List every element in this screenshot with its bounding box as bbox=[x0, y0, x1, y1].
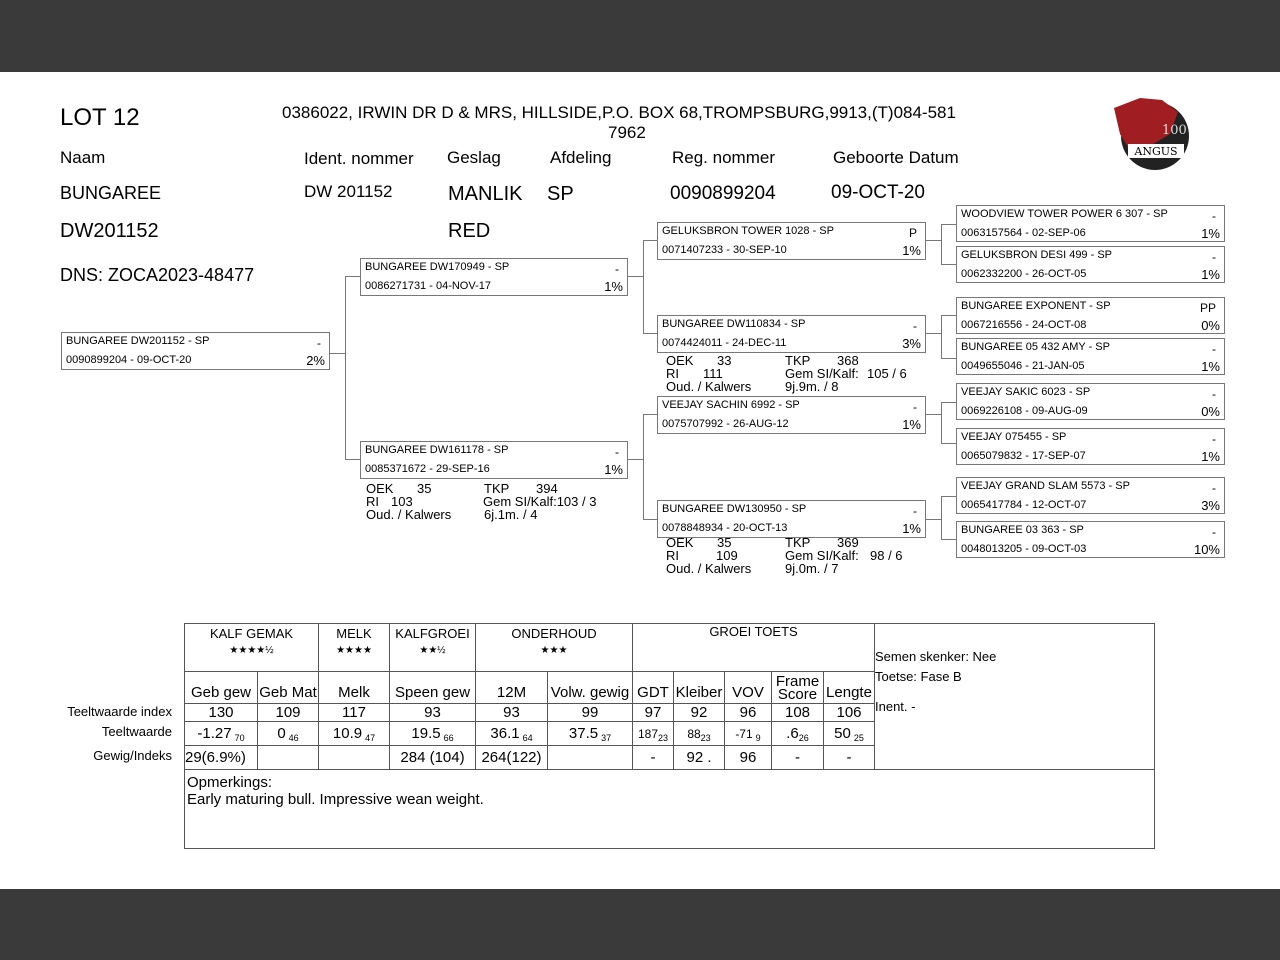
animal-code: DW201152 bbox=[60, 220, 159, 242]
remarks-text: Early maturing bull. Impressive wean weight. bbox=[187, 791, 484, 808]
weight-cell: 284 (104) bbox=[390, 746, 476, 770]
pedigree-sdd: BUNGAREE 05 432 AMY - SP 0049655046 - 21-JAN-05 - 1% bbox=[956, 338, 1225, 375]
connector bbox=[643, 519, 657, 520]
connector bbox=[345, 276, 346, 459]
header-afdeling: Afdeling bbox=[550, 148, 612, 167]
connector bbox=[643, 414, 657, 415]
animal-sex: MANLIK bbox=[448, 183, 523, 205]
weight-cell: - bbox=[633, 746, 674, 770]
lot-number: LOT 12 bbox=[60, 104, 140, 131]
angus-logo bbox=[1110, 94, 1196, 172]
animal-section: SP bbox=[547, 183, 574, 205]
breeding-values-table bbox=[184, 623, 1155, 849]
index-cell: 106 bbox=[824, 704, 875, 722]
weight-cell bbox=[319, 746, 390, 770]
tests: Toetse: Fase B bbox=[875, 669, 962, 684]
col-vov: VOV bbox=[725, 672, 772, 704]
connector bbox=[941, 264, 956, 265]
connector bbox=[941, 315, 942, 358]
group-groei-toets: GROEI TOETS bbox=[633, 624, 875, 672]
index-cell: 109 bbox=[258, 704, 319, 722]
group-kalfgroei: KALFGROEI ★★½ bbox=[390, 624, 476, 672]
index-cell: 117 bbox=[319, 704, 390, 722]
owner-info-line2: 7962 bbox=[608, 123, 646, 142]
col-speen-gew: Speen gew bbox=[390, 672, 476, 704]
bottom-bar bbox=[0, 889, 1280, 960]
index-cell: 97 bbox=[633, 704, 674, 722]
weight-cell: - bbox=[772, 746, 824, 770]
connector bbox=[941, 539, 956, 540]
catalog-page: LOT 12 0386022, IRWIN DR D & MRS, HILLSIDE,P.O. BOX 68,TROMPSBURG,9913,(T)084-581 7962 100 ANGUS Naam Ident. nommer Geslag Afdeling Reg. nommer Geboorte Datum BUNGAREE DW 201152 MANLIK SP 0090899204 09-OCT-20 DW201152 RED DNS: ZOCA2023-48477 BUNGAREE DW201152 - SP 0090899204 - 09-OCT-20 - 2% BUNGAREE DW170949 - SP 0086271731 - 04-NOV-17 - 1% BUNGAREE DW161178 - SP 0085371672 - 29-SEP-16 - 1% GELUKSBRON TOWER 1028 - SP 0071407233 - 30-SEP-10 P 1% BUNGAREE DW110834 - SP 0074424011 - 24-DEC-11 - 3% VEEJAY SACHIN 6992 - SP 0075707992 - 26-AUG-12 - 1% BUNGAREE DW130950 - SP 0078848934 - 20-OCT-13 - 1% WOODVIEW TOWER POWER 6 307 - SP 0063157564 - 02-SEP-06 - 1% GELUKSBRON DESI 499 - SP 0062332200 - 26-OCT-05 - 1% BUNGAREE EXPONENT - SP 0067216556 - 24-OCT-08 PP 0% BUNGAREE 05 432 AMY - SP 0049655046 - 21-JAN-05 - 1% VEEJAY SAKIC 6023 - SP 0069226108 - 09-AUG-09 - 0% VEEJAY 075455 - SP 0065079832 - 17-SEP-07 - 1% VEEJAY GRAND SLAM 5573 - SP 0065417784 - 12-OCT-07 - 3% BUNGAREE 03 363 - SP 0048013205 - 09-OCT-03 - 10% OEK 35 TKP 394 RI 103 Gem SI/Kalf:103 / 3 Oud. / Kalwers 6j.1m. / 4 OEK 33 TKP 368 RI 111 Gem SI/Kalf: 105 / 6 Oud. / Kalwers 9j.9m. / 8 OEK 35 TKP 369 RI 109 Gem SI/Kalf: 98 / 6 Oud. / Kalwers 9j.0m. / 7 Teeltwaarde index Teeltwaarde Gewig/Indeks KALF GEMAK ★★★★½ MELK ★★★★ KALFGROEI ★★½ ONDERHOUD ★★★ GROEI TOETS Semen skenker: Nee Toetse: Fase B Inent. - Geb gew Geb Mat Melk Speen gew 12M Volw. gewig GDT Kleiber VOV Frame Score Lengte 130 109 117 93 93 99 97 92 96 108 106 -1.27 $_{70}$ 0 $_{46}$ 10.9 $_{47}$ 19.5 $_{66}$ 36.1 $_{64}$ 37.5 $_{37}$ $187_{23}$ $88_{23}$ -71 $_9$ $.6_{26}$ 50 $_{25}$ 29(6.9%) 284 (104) 264(122) - 92 . 96 - - Opmerkings: Early maturing bull. Impressive wean weight. bbox=[0, 72, 1280, 889]
header-geboorte: Geboorte Datum bbox=[833, 148, 959, 167]
col-geb-gew: Geb gew bbox=[185, 672, 258, 704]
animal-color: RED bbox=[448, 220, 491, 242]
connector bbox=[925, 414, 941, 415]
index-cell: 108 bbox=[772, 704, 824, 722]
weight-cell: 264(122) bbox=[476, 746, 548, 770]
weight-cell: 29(6.9%) bbox=[185, 746, 258, 770]
index-cell: 93 bbox=[476, 704, 548, 722]
col-12m: 12M bbox=[476, 672, 548, 704]
animal-name: BUNGAREE bbox=[60, 183, 162, 203]
connector bbox=[345, 276, 360, 277]
pedigree-dds: VEEJAY GRAND SLAM 5573 - SP 0065417784 - 12-OCT-07 - 3% bbox=[956, 477, 1225, 514]
remarks-row bbox=[185, 770, 1155, 849]
weight-cell bbox=[258, 746, 319, 770]
semen-donor: Semen skenker: Nee bbox=[875, 649, 997, 664]
header-geslag: Geslag bbox=[447, 148, 501, 167]
top-bar bbox=[0, 0, 1280, 72]
vaccination: Inent. - bbox=[875, 699, 916, 714]
remarks-label: Opmerkings: bbox=[187, 774, 273, 791]
pedigree-sss: WOODVIEW TOWER POWER 6 307 - SP 0063157564 - 02-SEP-06 - 1% bbox=[956, 205, 1225, 242]
connector bbox=[925, 333, 941, 334]
ebv-cell: 36.1 $_{64}$ bbox=[476, 722, 548, 746]
pedigree-ddd: BUNGAREE 03 363 - SP 0048013205 - 09-OCT-03 - 10% bbox=[956, 521, 1225, 558]
ebv-cell: -1.27 $_{70}$ bbox=[185, 722, 258, 746]
ebv-cell: 50 $_{25}$ bbox=[824, 722, 875, 746]
connector bbox=[643, 333, 657, 334]
svg-text:100: 100 bbox=[1162, 123, 1187, 138]
pedigree-dam-dam: BUNGAREE DW130950 - SP 0078848934 - 20-OCT-13 - 1% bbox=[657, 500, 926, 538]
pedigree-dam-sire: VEEJAY SACHIN 6992 - SP 0075707992 - 26-AUG-12 - 1% bbox=[657, 396, 926, 434]
connector bbox=[941, 402, 942, 443]
connector bbox=[925, 240, 941, 241]
ebv-cell: 0 $_{46}$ bbox=[258, 722, 319, 746]
pedigree-dss: VEEJAY SAKIC 6023 - SP 0069226108 - 09-AUG-09 - 0% bbox=[956, 383, 1225, 420]
connector bbox=[941, 358, 956, 359]
header-ident: Ident. nommer bbox=[304, 149, 414, 168]
header-naam: Naam bbox=[60, 148, 106, 167]
index-cell: 99 bbox=[548, 704, 633, 722]
connector bbox=[941, 402, 956, 403]
connector bbox=[627, 459, 643, 460]
pedigree-sire-sire: GELUKSBRON TOWER 1028 - SP 0071407233 - 30-SEP-10 P 1% bbox=[657, 222, 926, 260]
col-frame-score: Frame Score bbox=[772, 672, 824, 704]
pedigree-self: BUNGAREE DW201152 - SP 0090899204 - 09-OCT-20 - 2% bbox=[61, 332, 330, 370]
connector bbox=[941, 496, 956, 497]
connector bbox=[329, 353, 345, 354]
ebv-cell: $187_{23}$ bbox=[633, 722, 674, 746]
owner-info: 0386022, IRWIN DR D & MRS, HILLSIDE,P.O. BOX 68,TROMPSBURG,9913,(T)084-581 bbox=[282, 103, 956, 122]
ebv-cell: -71 $_9$ bbox=[725, 722, 772, 746]
index-cell: 130 bbox=[185, 704, 258, 722]
connector bbox=[941, 496, 942, 539]
connector bbox=[941, 443, 956, 444]
index-cell: 93 bbox=[390, 704, 476, 722]
ebv-cell: $.6_{26}$ bbox=[772, 722, 824, 746]
group-melk: MELK ★★★★ bbox=[319, 624, 390, 672]
connector bbox=[925, 519, 941, 520]
ebv-cell: 10.9 $_{47}$ bbox=[319, 722, 390, 746]
row-label-ebv: Teeltwaarde bbox=[101, 724, 172, 739]
connector bbox=[345, 459, 360, 460]
connector bbox=[643, 240, 657, 241]
animal-reg: 0090899204 bbox=[670, 183, 776, 204]
index-cell: 92 bbox=[674, 704, 725, 722]
group-onderhoud: ONDERHOUD ★★★ bbox=[476, 624, 633, 672]
connector bbox=[941, 224, 942, 264]
group-kalf-gemak: KALF GEMAK ★★★★½ bbox=[185, 624, 319, 672]
row-label-index: Teeltwaarde index bbox=[67, 704, 172, 719]
connector bbox=[643, 240, 644, 333]
pedigree-ssd: GELUKSBRON DESI 499 - SP 0062332200 - 26-OCT-05 - 1% bbox=[956, 246, 1225, 283]
side-info bbox=[875, 624, 1155, 770]
connector bbox=[643, 414, 644, 519]
index-cell: 96 bbox=[725, 704, 772, 722]
svg-text:ANGUS: ANGUS bbox=[1134, 145, 1178, 158]
weight-cell: 96 bbox=[725, 746, 772, 770]
dns-number: DNS: ZOCA2023-48477 bbox=[60, 265, 255, 285]
connector bbox=[941, 224, 956, 225]
col-lengte: Lengte bbox=[824, 672, 875, 704]
weight-cell: - bbox=[824, 746, 875, 770]
pedigree-sire-dam: BUNGAREE DW110834 - SP 0074424011 - 24-DEC-11 - 3% bbox=[657, 315, 926, 353]
animal-dob: 09-OCT-20 bbox=[831, 182, 925, 203]
connector bbox=[941, 315, 956, 316]
col-melk: Melk bbox=[319, 672, 390, 704]
pedigree-dsd: VEEJAY 075455 - SP 0065079832 - 17-SEP-07 - 1% bbox=[956, 428, 1225, 465]
col-kleiber: Kleiber bbox=[674, 672, 725, 704]
connector bbox=[627, 276, 643, 277]
col-geb-mat: Geb Mat bbox=[258, 672, 319, 704]
weight-cell bbox=[548, 746, 633, 770]
row-label-weight: Gewig/Indeks bbox=[93, 748, 172, 763]
animal-ident: DW 201152 bbox=[304, 182, 393, 201]
col-gdt: GDT bbox=[633, 672, 674, 704]
ebv-cell: 19.5 $_{66}$ bbox=[390, 722, 476, 746]
ebv-cell: $88_{23}$ bbox=[674, 722, 725, 746]
remarks-cell bbox=[185, 770, 1155, 849]
header-reg: Reg. nommer bbox=[672, 148, 775, 167]
weight-cell: 92 . bbox=[674, 746, 725, 770]
pedigree-dam: BUNGAREE DW161178 - SP 0085371672 - 29-SEP-16 - 1% bbox=[360, 441, 628, 479]
col-volw-gewig: Volw. gewig bbox=[548, 672, 633, 704]
pedigree-sds: BUNGAREE EXPONENT - SP 0067216556 - 24-OCT-08 PP 0% bbox=[956, 297, 1225, 334]
pedigree-sire: BUNGAREE DW170949 - SP 0086271731 - 04-NOV-17 - 1% bbox=[360, 258, 628, 296]
ebv-cell: 37.5 $_{37}$ bbox=[548, 722, 633, 746]
